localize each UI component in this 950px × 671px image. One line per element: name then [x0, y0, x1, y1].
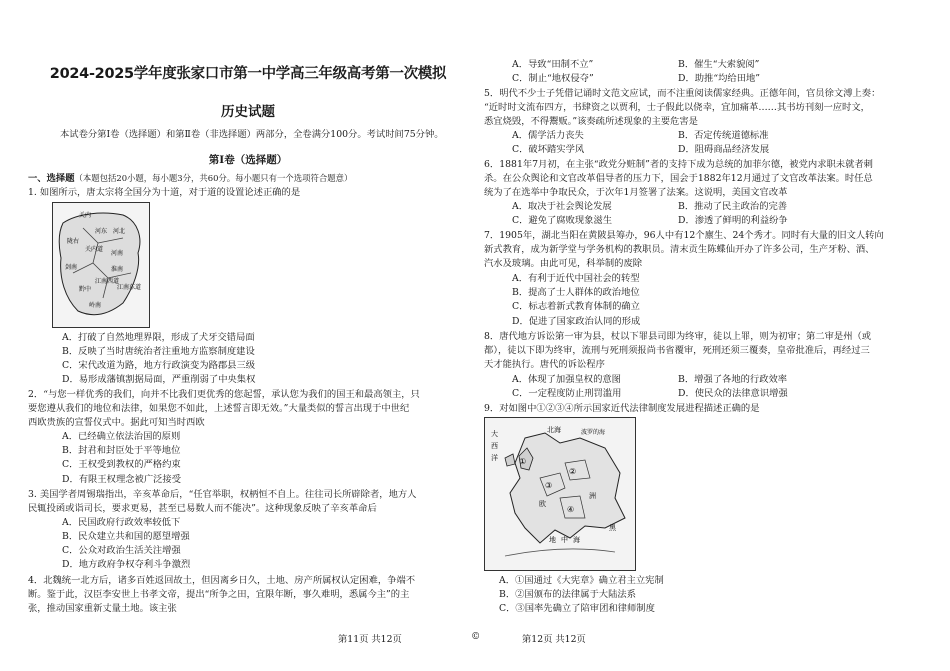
q6-opt-a: A．取决于社会舆论发展 [512, 201, 612, 212]
q6-line-3: 统为了在选举中争取民众，于次年1月签署了法案。这说明，美国文官改革 [484, 187, 788, 198]
q5-opt-a: A．儒学活力丧失 [512, 130, 584, 141]
q5-line-1: 5．明代不少士子凭借记诵时文范文应试，而不注重阅读儒家经典。正德年间，官员徐文溥上奏： [484, 88, 881, 99]
q5-opt-c: C．破坏踏实学风 [512, 144, 585, 155]
q4-line-3: 张，推动国家重新丈量土地。该主张 [28, 603, 177, 614]
map2-label-3: 北海 [547, 426, 561, 434]
q5-line-2: “近时时文流布四方，书肆资之以贾利，士子假此以侥幸，宜加痛革……其书坊刊刻一应时文， [484, 102, 870, 113]
q5-opt-d: D．阻碍商品经济发展 [678, 144, 770, 155]
map1-label-4: 关内道 [85, 246, 104, 253]
q9-stem: 9．对如图中①②③④所示国家近代法律制度发展进程描述正确的是 [484, 403, 760, 414]
q6-opt-b: B．推动了民主政治的完善 [678, 201, 788, 212]
tang-ten-dao-map [52, 202, 150, 328]
map1-label-1: 河北 [113, 228, 126, 235]
q2-opt-d: D．有限王权理念被广泛接受 [62, 474, 182, 485]
q4-opt-c: C．制止“地权侵夺” [512, 73, 594, 84]
footer-page-left: 第11页 共12页 [338, 634, 402, 645]
map1-label-7: 淮南 [111, 266, 124, 273]
map1-label-2: 河东 [95, 228, 108, 235]
q5-line-3: 悉宜烧毁，不得鬻贩。”该奏疏所述现象的主要危害是 [484, 116, 698, 127]
map1-label-6: 剑南 [65, 264, 78, 271]
q7-line-3: 汽水及玻璃。由此可见，科举制的废除 [484, 258, 643, 269]
q7-opt-d: D．促进了国家政治认同的形成 [512, 316, 641, 327]
q2-opt-c: C．王权受到教权的严格约束 [62, 459, 181, 470]
q3-opt-c: C．公众对政治生活关注增强 [62, 545, 181, 556]
q9-opt-a: A．①国通过《大宪章》确立君主立宪制 [499, 575, 664, 586]
q4-line-1: 4．北魏统一北方后，诸多百姓返回故土，但因离乡日久，土地、房产所属权认定困难，争端不 [28, 575, 416, 586]
q4-line-2: 断。鉴于此，汉臣李安世上书孝文帝，提出“所争之田，宜限年断，事久难明，悉属今主”的主 [28, 589, 410, 600]
map2-label-1: 西 [491, 442, 498, 450]
map2-label-6: ② [569, 467, 577, 476]
footer-copyright: © [471, 631, 481, 642]
exam-intro: 本试卷分第Ⅰ卷（选择题）和第Ⅱ卷（非选择题）两部分，全卷满分100分。考试时间75分钟。 [60, 129, 444, 140]
q4-opt-a: A．导致“田制不立” [512, 59, 594, 70]
q5-opt-b: B．否定传统道德标准 [678, 130, 769, 141]
map1-label-11: 岭南 [89, 302, 102, 309]
map2-label-12: 中 [561, 536, 568, 544]
q1-opt-a: A．打破了自然地理界限，形成了犬牙交错局面 [62, 332, 255, 343]
q8-line-2: 都），徒以下即为终审，流刑与死刑须报尚书省覆审，死刑还须三覆奏，皇帝批准后，再经过三 [484, 345, 870, 356]
map2-label-8: ④ [567, 505, 575, 514]
q6-opt-c: C．避免了腐败现象滋生 [512, 215, 613, 226]
section-heading: 第Ⅰ卷（选择题） [208, 154, 288, 166]
q4-opt-b: B．催生“大索貌阅” [678, 59, 760, 70]
q7-opt-a: A．有利于近代中国社会的转型 [512, 273, 640, 284]
part1-heading [28, 172, 352, 185]
map1-label-3: 陇右 [67, 238, 80, 245]
map1-label-8: 江南西道 [95, 278, 120, 285]
q3-opt-d: D．地方政府争权夺利斗争激烈 [62, 559, 191, 570]
q7-line-2: 新式教育，成为新学堂与学务机构的教职员。清末贡生陈蝶仙开办了许多公司，生产牙粉、酒、 [484, 244, 875, 255]
q2-opt-b: B．封君和封臣处于平等地位 [62, 445, 181, 456]
q1-opt-c: C．宋代改道为路，地方行政演变为路郡县三级 [62, 360, 256, 371]
q6-opt-d: D．渗透了鲜明的利益纷争 [678, 215, 788, 226]
q9-opt-b: B．②国颁布的法律属于大陆法系 [499, 589, 636, 600]
q2-line-2: 要您遵从我们的地位和法律，如果您不如此，上述誓言即无效。”大量类似的誓言出现于中世纪 [28, 403, 410, 414]
q1-opt-d: D．易形成藩镇割据局面，严重削弱了中央集权 [62, 374, 256, 385]
map2-label-0: 大 [491, 430, 498, 438]
q8-opt-c: C．一定程度防止刑罚滥用 [512, 388, 622, 399]
q8-opt-b: B．增强了各地的行政效率 [678, 374, 788, 385]
map2-label-4: 波罗的海 [581, 429, 606, 436]
q2-opt-a: A．已经确立依法治国的原则 [62, 431, 181, 442]
map1-label-10: 黔中 [79, 286, 92, 293]
q7-opt-b: B．提高了士人群体的政治地位 [512, 287, 640, 298]
map2-label-11: 地 [549, 536, 556, 544]
q9-opt-c: C．③国率先确立了陪审团和律师制度 [499, 603, 655, 614]
part1-note: （本题包括20小题，每小题3分，共60分。每小题只有一个选项符合题意） [74, 173, 353, 183]
map2-label-5: ① [519, 457, 527, 466]
q8-line-3: 天才能执行。唐代的诉讼程序 [484, 359, 605, 370]
map1-label-0: 关内 [79, 212, 92, 219]
map2-label-2: 洋 [491, 454, 498, 462]
q3-opt-b: B．民众建立共和国的愿望增强 [62, 531, 190, 542]
q8-line-1: 8．唐代地方诉讼第一审为县，杖以下罪县司即为终审，徒以上罪，则为初审；第二审是州（或 [484, 331, 872, 342]
q8-opt-a: A．体现了加强皇权的意图 [512, 374, 621, 385]
exam-subtitle: 历史试题 [221, 104, 275, 120]
q6-line-1: 6．1881年7月初，在主张“政党分赃制”者的支持下成为总统的加菲尔德，被党内求职未就者刺 [484, 159, 873, 170]
q3-line-1: 3. 美国学者周锡瑞指出，辛亥革命后，“任官举职，权柄恒不自上。往往司长所辟除者，地方人 [28, 489, 417, 500]
part1-head: 一、选择题 [28, 173, 75, 184]
q2-line-3: 西欧贵族的宣誓仪式中。据此可知当时西欧 [28, 417, 205, 428]
q8-opt-d: D．使民众的法律意识增强 [678, 388, 788, 399]
q3-line-2: 民辄投函或诣司长，要求更易，甚至已易数人而不能决”。这种现象反映了辛亥革命后 [28, 503, 377, 514]
q4-opt-d: D．助推“均给田地” [678, 73, 761, 84]
map1-label-9: 江南东道 [117, 284, 142, 291]
map2-svg [485, 418, 635, 570]
map2-label-9: 欧 [539, 500, 546, 508]
map2-label-7: ③ [545, 481, 553, 490]
footer-page-right: 第12页 共12页 [522, 634, 586, 645]
map1-svg [53, 203, 149, 327]
q2-line-1: 2．“与您一样优秀的我们，向并不比我们更优秀的您起誓，承认您为我们的国王和最高领主，只 [28, 389, 420, 400]
q1-stem: 1. 如图所示，唐太宗将全国分为十道，对于道的设置论述正确的是 [28, 187, 301, 198]
q7-opt-c: C．标志着新式教育体制的确立 [512, 301, 640, 312]
q3-opt-a: A．民国政府行政效率较低下 [62, 517, 181, 528]
map2-label-10: 洲 [589, 492, 596, 500]
map2-label-14: 黑 [609, 524, 616, 532]
map2-label-13: 海 [573, 536, 580, 544]
exam-title: 2024-2025学年度张家口市第一中学高三年级高考第一次模拟 [49, 66, 447, 82]
q1-opt-b: B．反映了当时唐统治者注重地方监察制度建设 [62, 346, 255, 357]
q7-line-1: 7．1905年，湖北当阳在黄陂县筹办，96人中有12个廪生、24个秀才。同时有大量的旧文人转向 [484, 230, 884, 241]
europe-map [484, 417, 636, 571]
map1-label-5: 河南 [111, 250, 124, 257]
q6-line-2: 杀。在公众舆论和文官改革倡导者的压力下，国会于1882年12月通过了文官改革法案。时任总 [484, 173, 873, 184]
